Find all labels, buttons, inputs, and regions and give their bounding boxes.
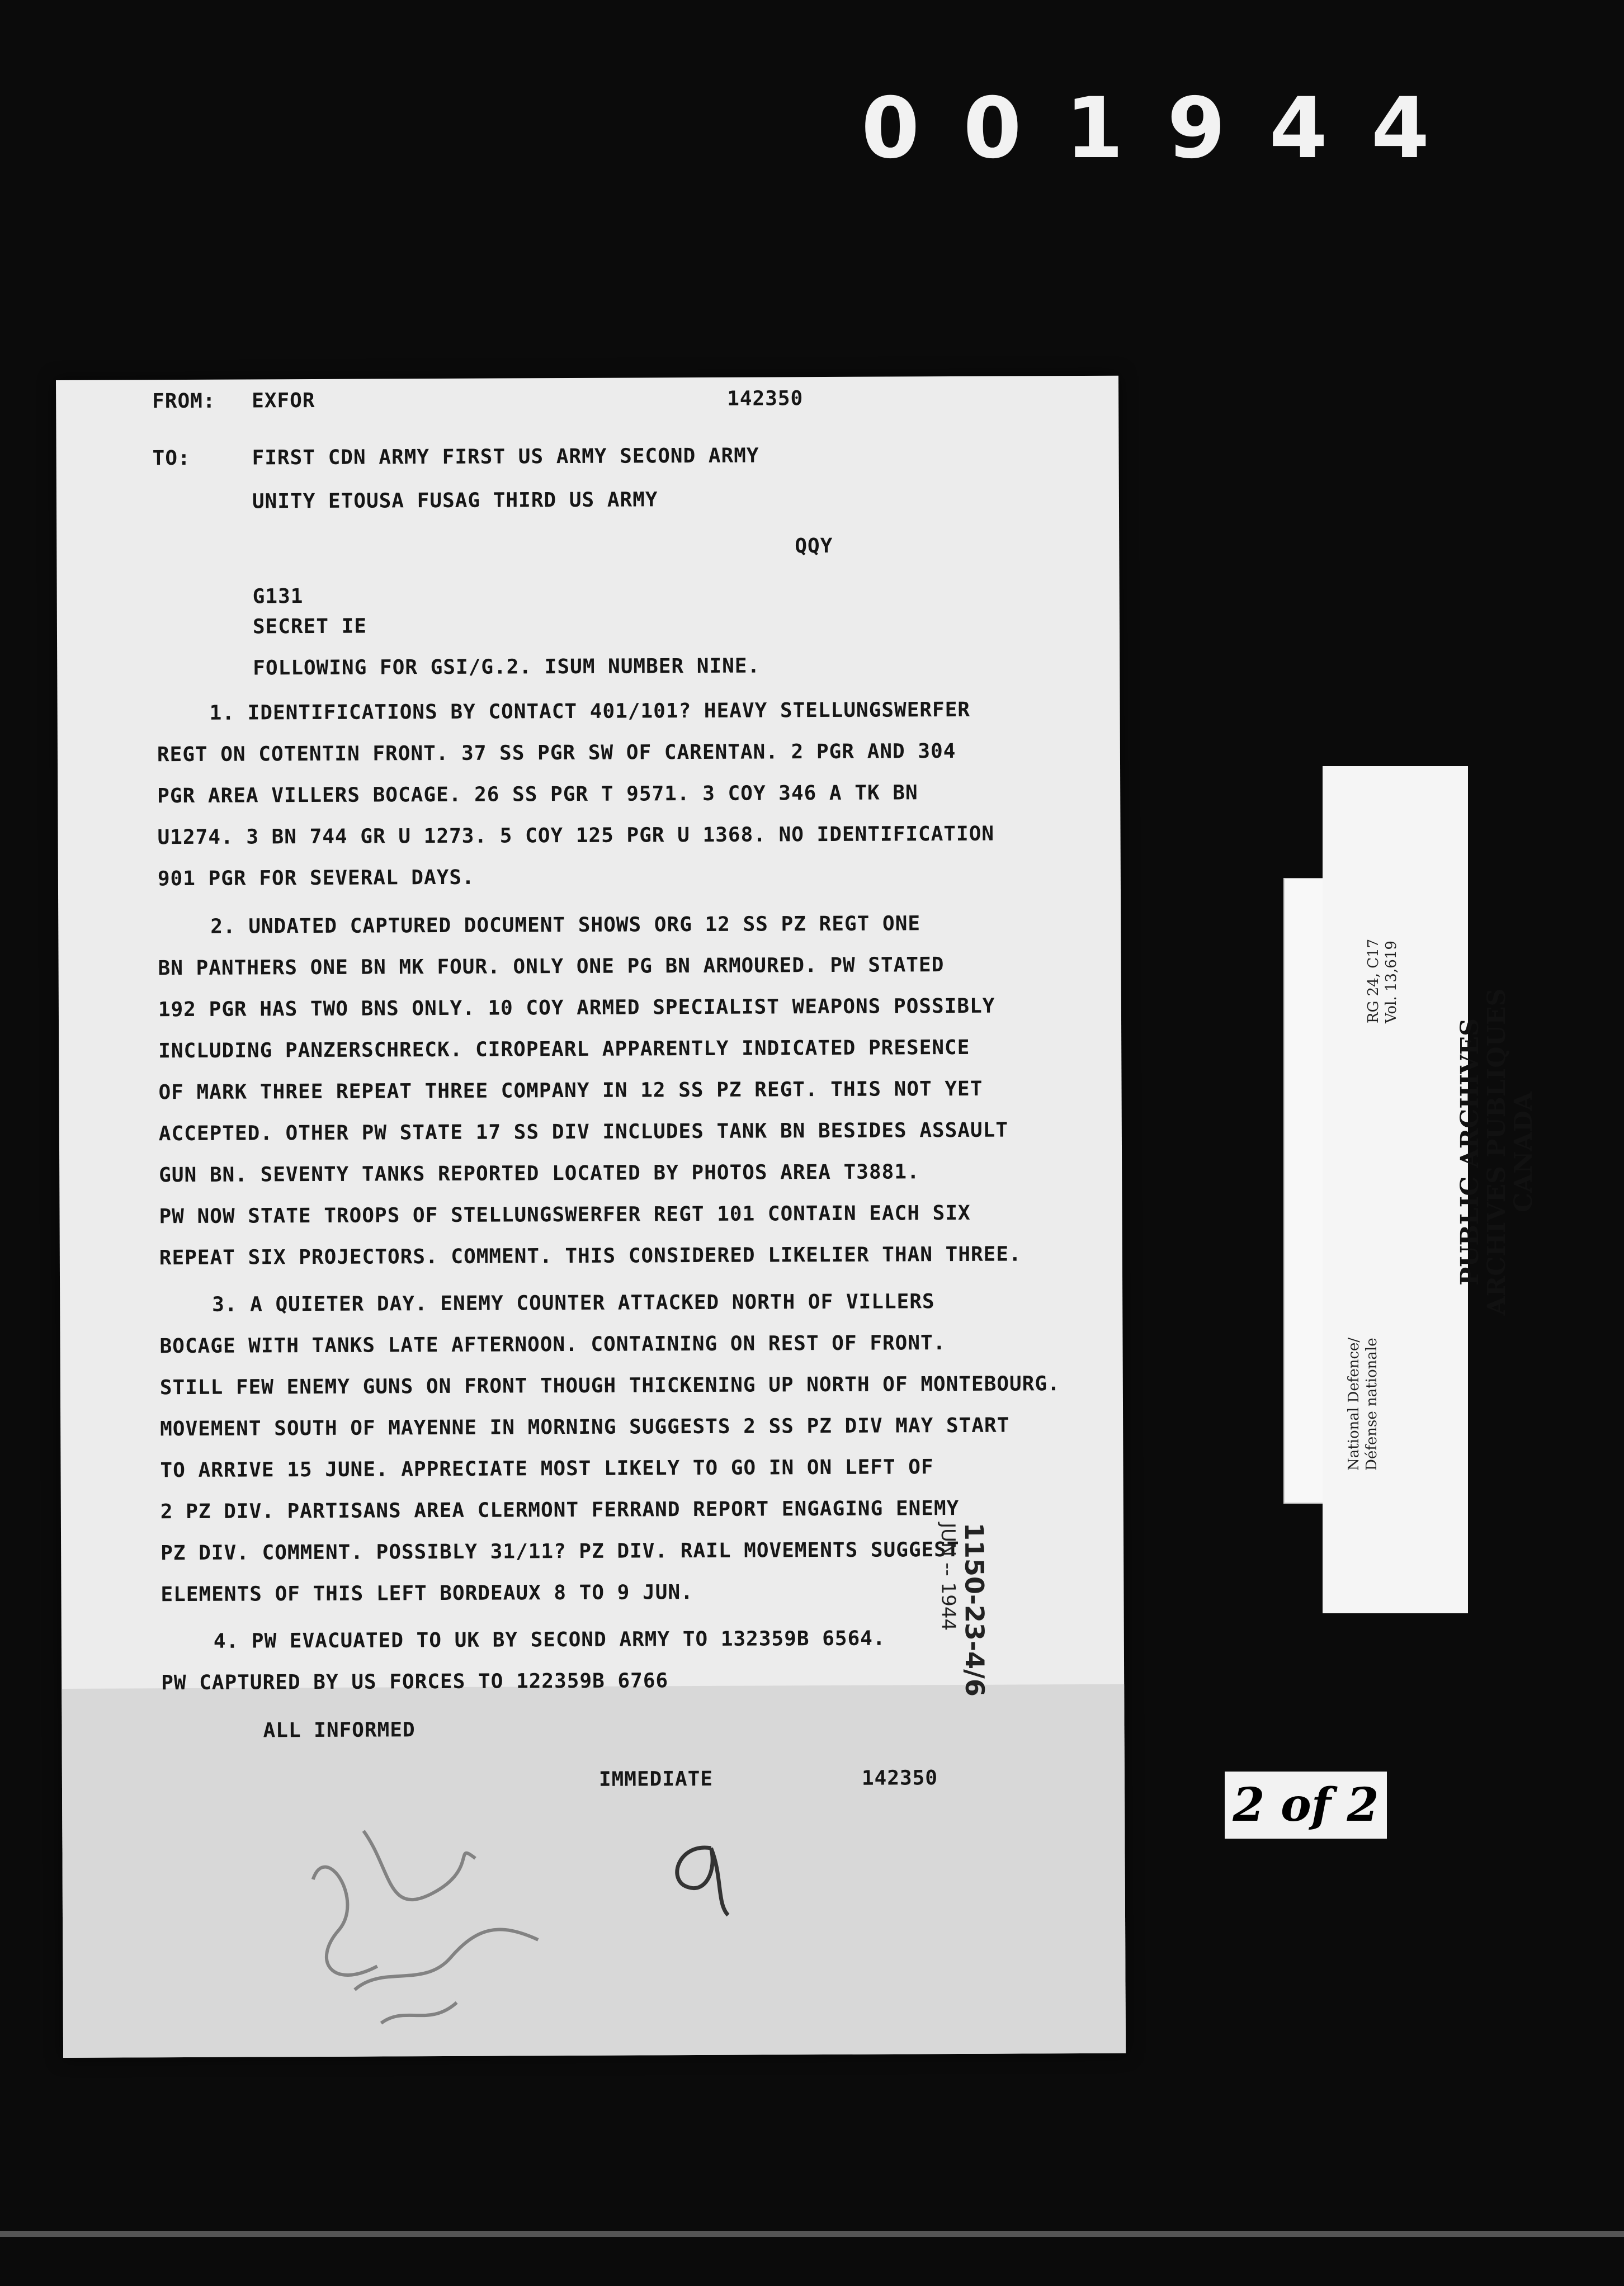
para3-line: BOCAGE WITH TANKS LATE AFTERNOON. CONTAINING ON REST OF FRONT. (159, 1331, 946, 1358)
archive-country: CANADA (1509, 1092, 1538, 1212)
para1-line: 901 PGR FOR SEVERAL DAYS. (157, 866, 475, 891)
para3-line: PZ DIV. COMMENT. POSSIBLY 31/11? PZ DIV. RAIL MOVEMENTS SUGGEST (160, 1538, 960, 1565)
para1-line: PGR AREA VILLERS BOCAGE. 26 SS PGR T 9571. 3 COY 346 A TK BN (157, 781, 918, 808)
para1-line: U1274. 3 BN 744 GR U 1273. 5 COY 125 PGR U 1368. NO IDENTIFICATION (157, 822, 995, 849)
para2-line: 192 PGR HAS TWO BNS ONLY. 10 COY ARMED SPECIALIST WEAPONS POSSIBLY (158, 994, 995, 1022)
para4-line: 4. PW EVACUATED TO UK BY SECOND ARMY TO 132359B 6564. (213, 1627, 886, 1653)
para1-line: 1. IDENTIFICATIONS BY CONTACT 401/101? HEAVY STELLUNGSWERFER (209, 698, 971, 725)
precedence: IMMEDIATE (598, 1767, 714, 1791)
para3-line: 2 PZ DIV. PARTISANS AREA CLERMONT FERRAND REPORT ENGAGING ENEMY (160, 1496, 960, 1524)
from-value: EXFOR (252, 389, 315, 413)
para2-line: GUN BN. SEVENTY TANKS REPORTED LOCATED BY PHOTOS AREA T3881. (159, 1160, 920, 1187)
para2-line: 2. UNDATED CAPTURED DOCUMENT SHOWS ORG 12 SS PZ REGT ONE (210, 912, 921, 938)
archive-reference (1365, 939, 1400, 1023)
margin-file-annotation (922, 1522, 990, 1697)
department-fr: Défense nationale (1363, 1338, 1380, 1471)
addressees-line-2: UNITY ETOUSA FUSAG THIRD US ARMY (252, 488, 658, 513)
volume-number: Vol. 13,619 (1383, 941, 1400, 1023)
archive-title (1457, 928, 1537, 1376)
para3-line: STILL FEW ENEMY GUNS ON FRONT THOUGH THICKENING UP NORTH OF MONTEBOURG. (159, 1372, 1060, 1400)
para3-line: 3. A QUIETER DAY. ENEMY COUNTER ATTACKED NORTH OF VILLERS (212, 1290, 935, 1316)
to-label: TO: (152, 446, 191, 470)
handwritten-mark-icon (655, 1831, 734, 1921)
addressees-line-1: FIRST CDN ARMY FIRST US ARMY SECOND ARMY (252, 444, 759, 470)
from-label: FROM: (152, 389, 216, 413)
date-time-group: 142350 (727, 387, 804, 410)
para3-line: ELEMENTS OF THIS LEFT BORDEAUX 8 TO 9 JUN. (160, 1581, 693, 1607)
para2-line: ACCEPTED. OTHER PW STATE 17 SS DIV INCLUDES TANK BN BESIDES ASSAULT (158, 1118, 1009, 1146)
archive-title-en: PUBLIC ARCHIVES (1456, 1018, 1484, 1286)
para4-line: PW CAPTURED BY US FORCES TO 122359B 6766 (161, 1669, 669, 1695)
para2-line: PW NOW STATE TROOPS OF STELLUNGSWERFER REGT 101 CONTAIN EACH SIX (159, 1201, 971, 1229)
following-line: FOLLOWING FOR GSI/G.2. ISUM NUMBER NINE. (253, 654, 761, 680)
message-form (56, 376, 1126, 2058)
para3-line: TO ARRIVE 15 JUNE. APPRECIATE MOST LIKELY TO GO IN ON LEFT OF (160, 1456, 934, 1482)
message-ref: G131 (252, 585, 304, 608)
para2-line: INCLUDING PANZERSCHRECK. CIROPEARL APPARENTLY INDICATED PRESENCE (158, 1036, 970, 1063)
para3-line: MOVEMENT SOUTH OF MAYENNE IN MORNING SUGGESTS 2 SS PZ DIV MAY START (160, 1414, 1010, 1441)
film-edge (0, 2231, 1624, 2237)
page-count-tag: 2 of 2 (1225, 1772, 1387, 1839)
para2-line: OF MARK THREE REPEAT THREE COMPANY IN 12 SS PZ REGT. THIS NOT YET (158, 1077, 983, 1104)
para1-line: REGT ON COTENTIN FRONT. 37 SS PGR SW OF CARENTAN. 2 PGR AND 304 (157, 739, 956, 767)
archive-department (1345, 1338, 1381, 1471)
frame-number: 001944 (861, 80, 1474, 177)
para2-line: REPEAT SIX PROJECTORS. COMMENT. THIS CONSIDERED LIKELIER THAN THREE. (159, 1243, 1022, 1270)
classification: SECRET IE (252, 615, 367, 639)
precedence-dtg: 142350 (861, 1767, 938, 1790)
archive-label (1323, 766, 1468, 1613)
all-informed: ALL INFORMED (263, 1718, 416, 1742)
record-group: RG 24, C17 (1365, 938, 1382, 1023)
form-lower-section (62, 1684, 1126, 2058)
department-en: National Defence/ (1346, 1337, 1362, 1471)
archive-title-fr: ARCHIVES PUBLIQUES (1483, 988, 1511, 1316)
file-number: 1150-23-4/6 (959, 1522, 990, 1697)
qqy-code: QQY (795, 534, 833, 558)
file-date: JUN -- 1944 (936, 1522, 960, 1631)
para2-line: BN PANTHERS ONE BN MK FOUR. ONLY ONE PG BN ARMOURED. PW STATED (158, 953, 945, 980)
